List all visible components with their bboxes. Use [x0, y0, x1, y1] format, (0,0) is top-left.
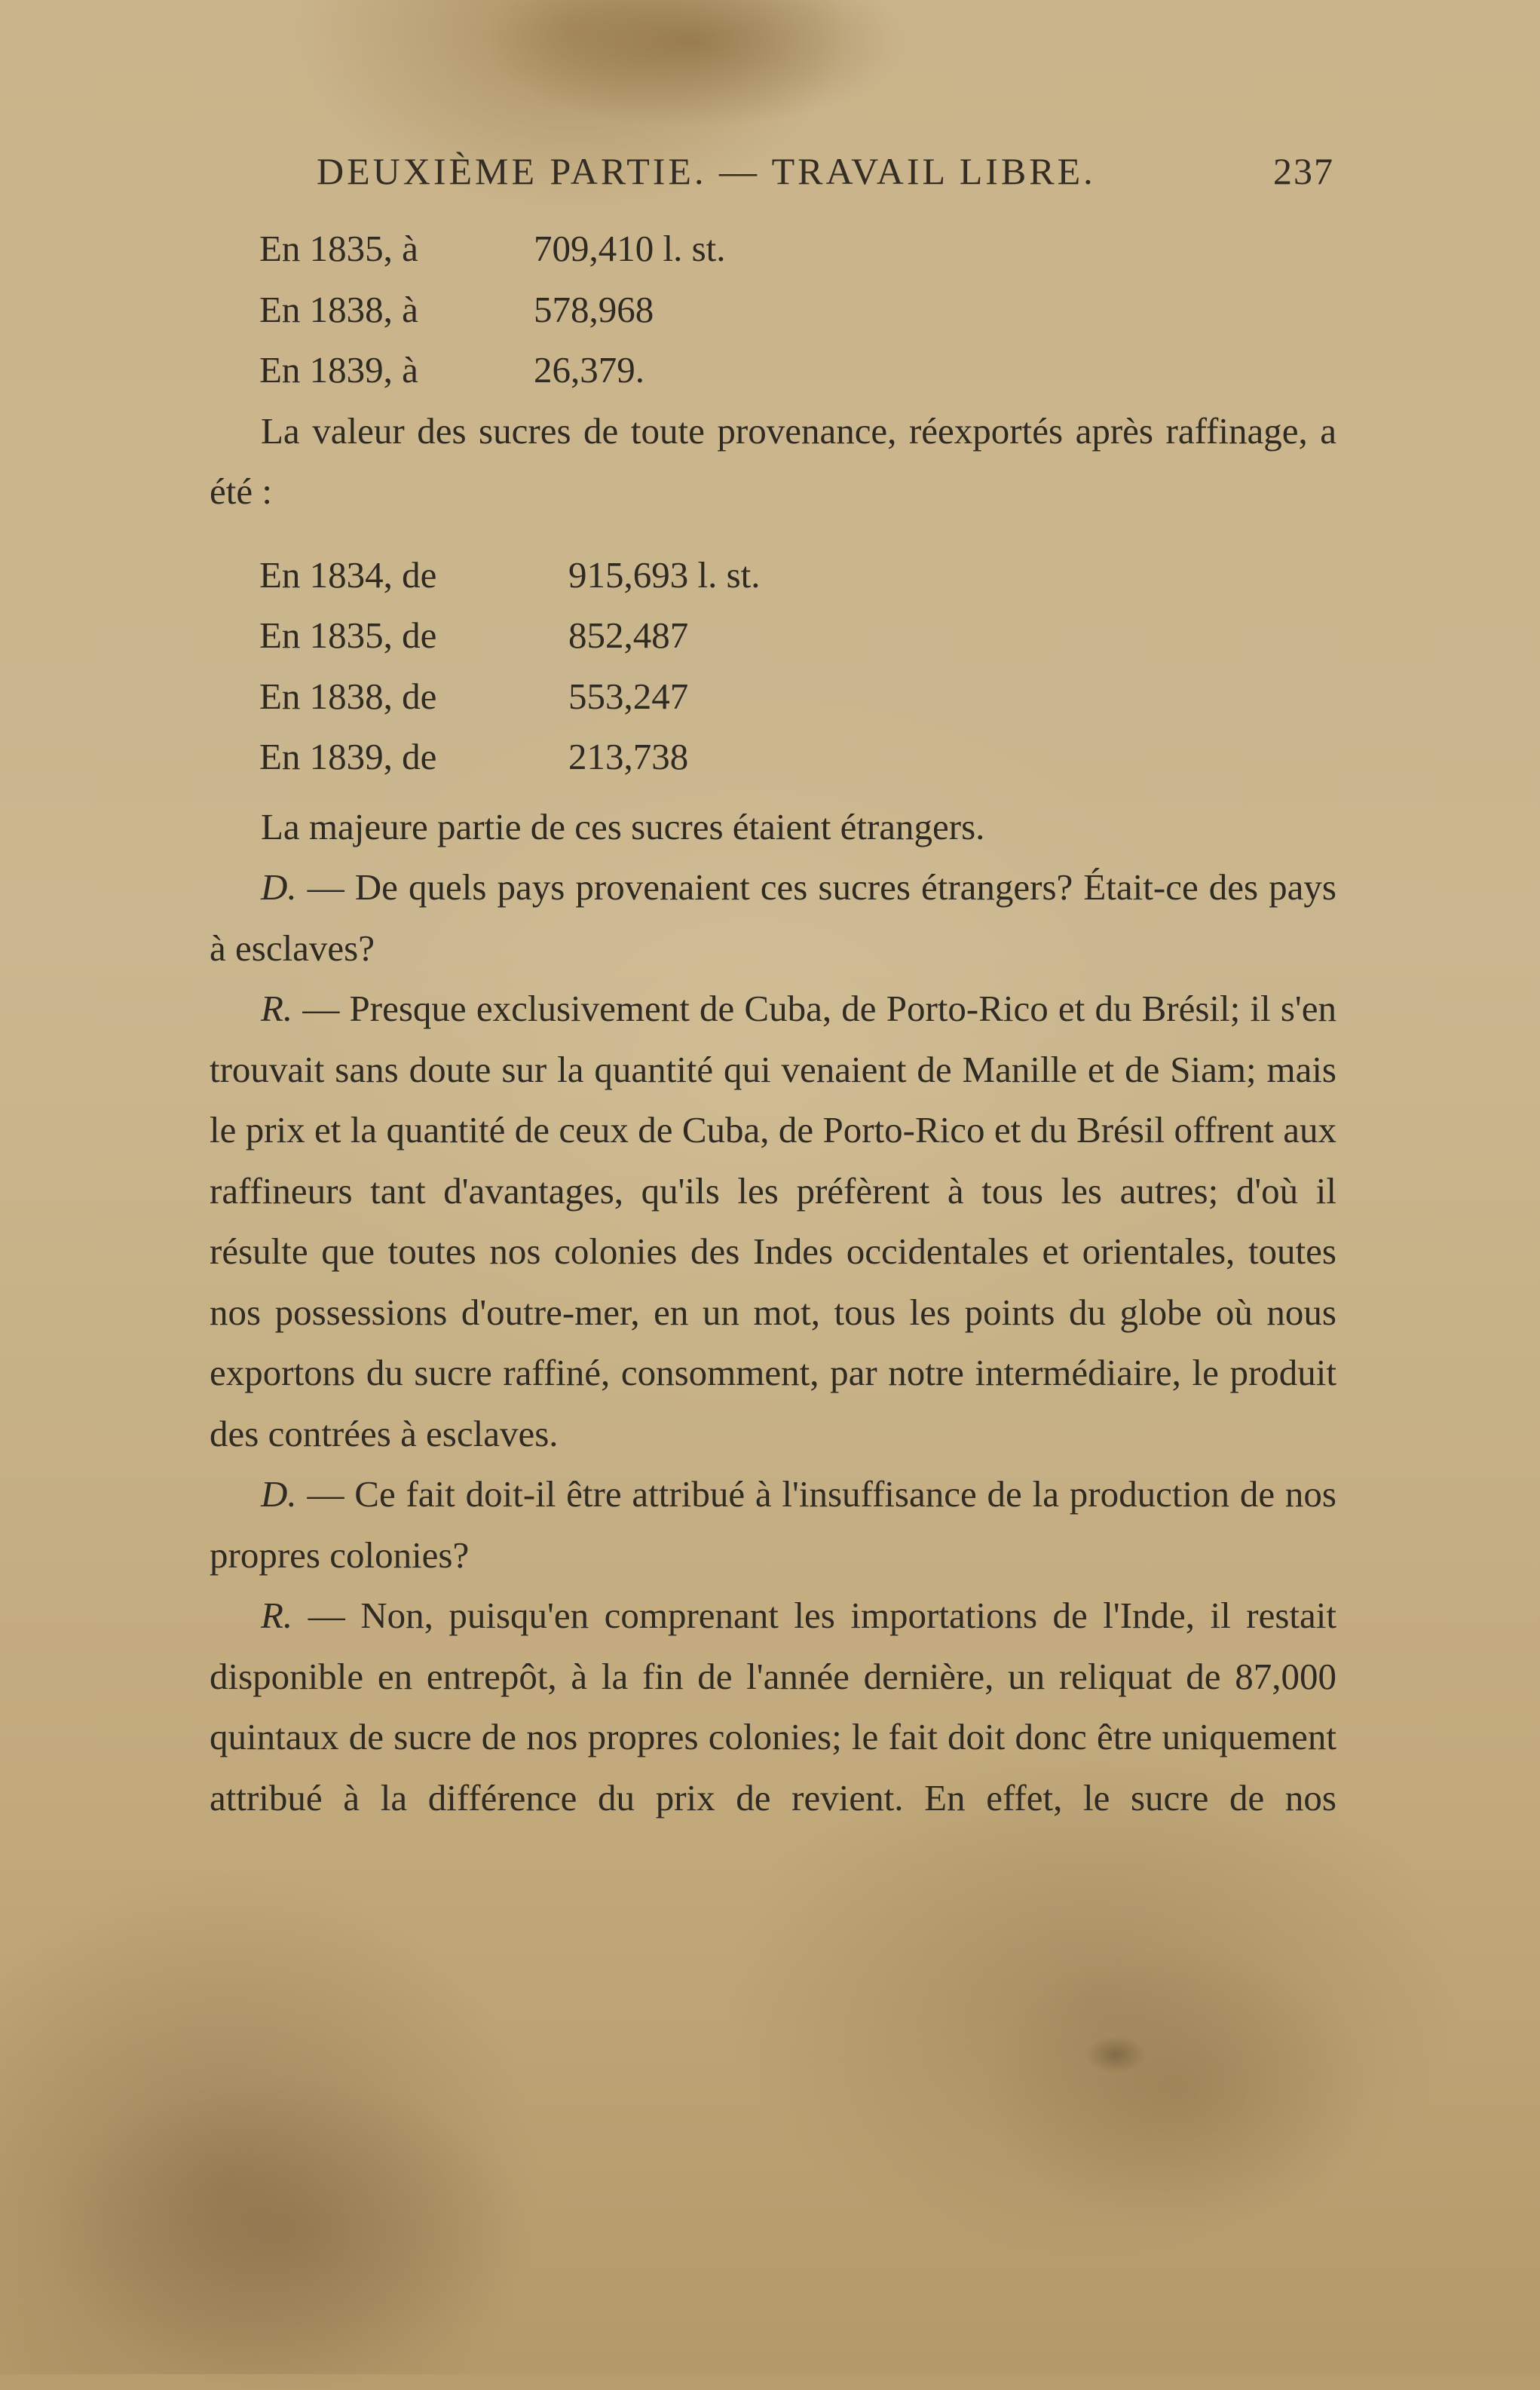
- row-label: En 1835, de: [259, 614, 437, 656]
- answer-paragraph: [210, 1586, 1336, 1828]
- row-label: En 1839, de: [259, 736, 437, 777]
- row-label: En 1838, de: [259, 675, 437, 717]
- table-row: [210, 666, 1336, 728]
- table-row: [210, 219, 1336, 280]
- paragraph-text: — Ce fait doit-il être attribué à l'insuffisance de la production de nos propres colonies?: [210, 1473, 1336, 1576]
- row-value: 213,738: [568, 736, 689, 777]
- row-label: En 1839, à: [259, 349, 418, 391]
- stain: [980, 1945, 1372, 2232]
- row-label: En 1834, de: [259, 553, 437, 596]
- speaker-label: R.: [261, 1595, 293, 1636]
- table-row: [210, 727, 1336, 788]
- paragraph-text: — Presque exclusivement de Cuba, de Porto-Rico et du Brésil; il s'en trouvait sans doute sur la quantité qui venaient de Manille et de Siam; mais le prix et la quantité de ceux de Cuba, de Porto-Rico et du Brésil offrent aux raffineurs tant d'avantages, qu'ils les préfèrent à tous les autres; d'où il résulte que toutes nos colonies des Indes occidentales et orientales, toutes nos possessions d'outre-mer, en un mot, tous les points du globe où nous exportons du sucre raffiné, consomment, par notre intermédiaire, le produit des contrées à esclaves.: [210, 988, 1336, 1454]
- question-paragraph: [210, 1464, 1336, 1586]
- table-row: [210, 545, 1336, 606]
- spacer: [210, 522, 1336, 545]
- page-number: 237: [1273, 150, 1334, 192]
- page-body: [210, 219, 1336, 1828]
- intro-paragraph: La valeur des sucres de toute provenance, réexportés après raffinage, a été :: [210, 409, 1336, 512]
- table-row: [210, 340, 1336, 401]
- speaker-label: D.: [261, 866, 297, 908]
- running-title: DEUXIÈME PARTIE. — TRAVAIL LIBRE.: [317, 150, 1096, 192]
- note-paragraph: La majeure partie de ces sucres étaient étrangers.: [261, 805, 985, 847]
- row-value: 578,968: [534, 288, 654, 330]
- stain: [1085, 2036, 1146, 2073]
- row-value: 915,693 l. st.: [568, 553, 761, 596]
- answer-paragraph: [210, 979, 1336, 1464]
- paragraph-text: — De quels pays provenaient ces sucres étrangers? Était-ce des pays à esclaves?: [210, 866, 1336, 969]
- paragraph-text: — Non, puisqu'en comprenant les importations de l'Inde, il restait disponible en entrepôt, à la fin de l'année dernière, un reliquat de 87,000 quintaux de sucre de nos propres colonies; le fait doit donc être uniquement attribué à la différence du prix de revient. En effet, le sucre de nos: [210, 1595, 1336, 1819]
- stain: [482, 0, 905, 128]
- table-row: [210, 280, 1336, 341]
- row-value: 852,487: [568, 614, 689, 656]
- question-paragraph: [210, 857, 1336, 979]
- speaker-label: D.: [261, 1473, 297, 1515]
- row-value: 709,410 l. st.: [534, 228, 726, 269]
- speaker-label: R.: [261, 988, 293, 1029]
- stain: [45, 2073, 528, 2390]
- row-label: En 1838, à: [259, 288, 418, 330]
- row-label: En 1835, à: [259, 228, 418, 269]
- table-row: [210, 605, 1336, 666]
- row-value: 553,247: [568, 675, 689, 717]
- row-value: 26,379.: [534, 349, 644, 391]
